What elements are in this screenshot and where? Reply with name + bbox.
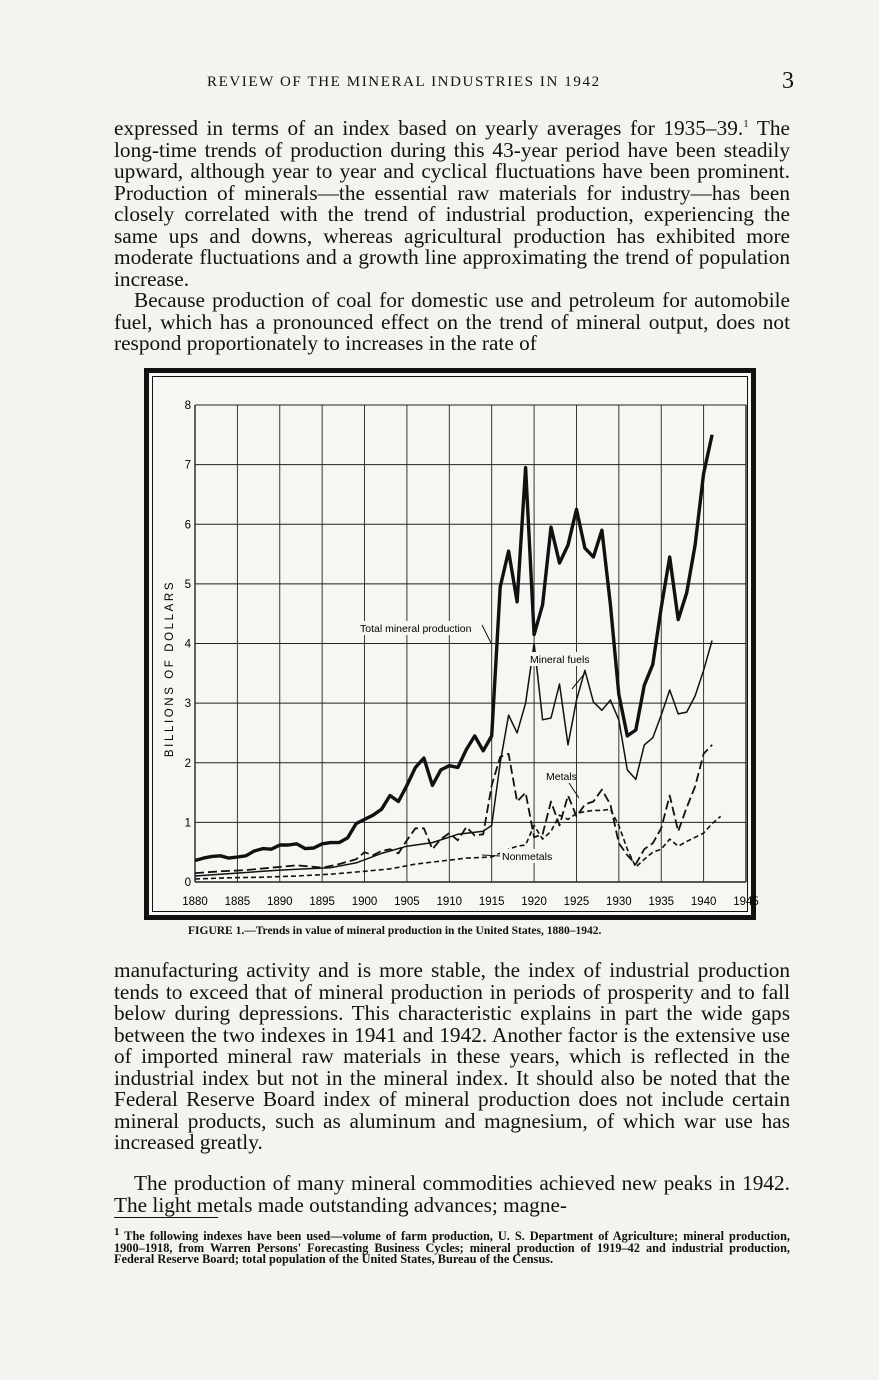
x-tick-label: 1945 [733,896,759,908]
line-chart [149,373,761,925]
footnote-rule [114,1217,218,1218]
y-tick-label: 4 [184,638,191,651]
paragraph-4-text: The production of many mineral commodities achieved new peaks in 1942. The light metals made outstanding advances; magne- [114,1171,790,1217]
annotation-leader-line [572,673,585,689]
x-tick-label: 1890 [266,896,293,908]
figure-caption: FIGURE 1.—Trends in value of mineral production in the United States, 1880–1942. [188,925,602,937]
x-tick-label: 1935 [648,896,675,908]
y-tick-label: 7 [184,459,191,472]
x-tick-label: 1920 [521,896,547,908]
footnote-marker: 1 [114,1225,120,1238]
y-tick-label: 1 [184,817,191,830]
y-tick-label: 2 [184,757,191,770]
annotation-leader-line [482,855,500,856]
figure-frame [144,368,759,920]
paragraph-2-text: Because production of coal for domestic use and petroleum for automobile fuel, which has a pronounced effect on the trend of mineral output, does not respond proportionately to increases in the rate of [114,288,790,355]
y-tick-label: 6 [184,519,191,532]
series-annotation: Nonmetals [502,851,553,863]
paragraph-2 [114,290,790,355]
x-tick-label: 1910 [436,896,463,908]
series-annotation: Total mineral production [360,623,472,635]
paragraph-3-text: manufacturing activity and is more stable, the index of industrial production tends to exceed that of mineral production in periods of prosperity and to fall below during depressions. This characteristic explains in part the wide gaps between the two indexes in 1941 and 1942. Another factor is the extensive use of imported mineral raw materials in these years, which is reflected in the industrial index but not in the mineral index. It should also be noted that the Federal Reserve Board index of mineral production does not include certain mineral products, such as aluminum and magnesium, of which war use has increased greatly. [114,958,790,1154]
y-tick-label: 8 [184,400,191,412]
series-line-mineral-fuels [195,641,712,877]
x-tick-label: 1885 [224,896,251,908]
x-tick-label: 1880 [182,896,208,908]
footnote [114,1225,790,1266]
x-tick-label: 1915 [478,896,505,908]
x-tick-label: 1925 [563,896,590,908]
footnote-reference: 1 [743,117,749,130]
y-tick-label: 3 [184,698,191,711]
running-title: REVIEW OF THE MINERAL INDUSTRIES IN 1942 [207,74,601,90]
x-tick-label: 1895 [309,896,335,908]
paragraph-1-text-continued: The long-time trends of production during this 43-year period have been steadily upward, although year to year and cyclical fluctuations have been prominent. Production of minerals—the essential raw materials for industry—has been closely correlated with the trend of industrial production, experiencing the same ups and downs, whereas agricultural production has exhibited more moderate fluctuations and a growth line approximating the trend of population increase. [114,116,790,291]
footnote-text: The following indexes have been used—volume of farm production, U. S. Department of Agriculture; mineral production, 1900–1918, from Warren Persons' Forecasting Business Cycles; mineral production of 1919–42 and industrial production, Federal Reserve Board; total population of the United States, Bureau of the Census. [114,1229,790,1266]
y-axis-label: BILLIONS OF DOLLARS [164,579,176,758]
series-annotation: Mineral fuels [530,654,590,666]
annotation-leader-line [482,625,491,643]
paragraph-4 [114,1173,790,1216]
series-line-nonmetals [195,809,721,879]
x-tick-label: 1900 [351,896,378,908]
series-line-metals [195,745,712,873]
x-tick-label: 1940 [690,896,717,908]
series-line-total-mineral-production [195,435,712,861]
page-number: 3 [782,68,794,94]
x-tick-label: 1905 [394,896,420,908]
paragraph-3 [114,960,790,1154]
paragraph-1-text: expressed in terms of an index based on yearly averages for 1935–39. [114,116,744,140]
paragraph-1 [114,118,790,290]
x-tick-label: 1930 [606,896,632,908]
running-head [112,68,794,96]
series-annotation: Metals [546,771,577,783]
y-tick-label: 5 [184,578,191,591]
y-tick-label: 0 [184,877,191,889]
annotation-leader-line [569,783,579,798]
